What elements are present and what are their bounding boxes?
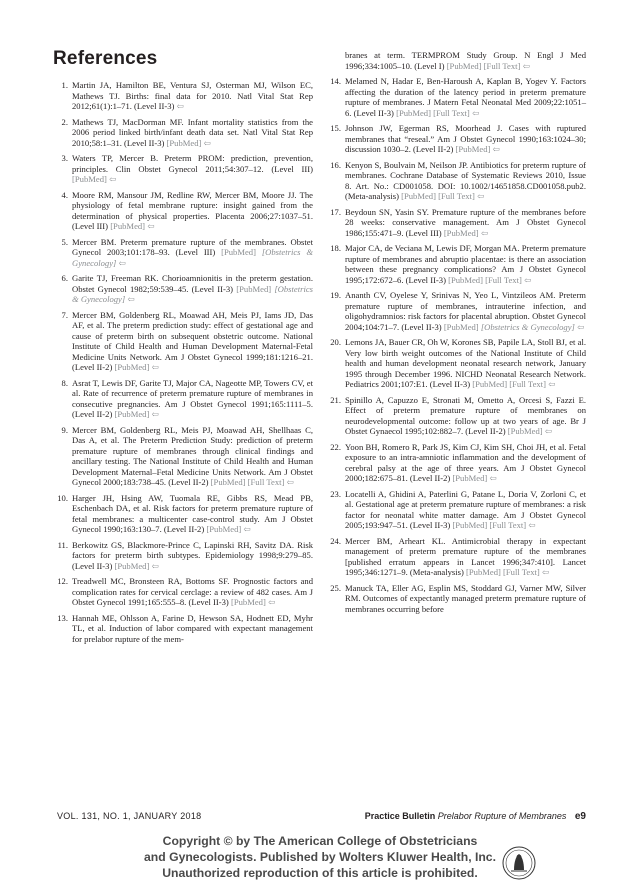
reference-item (330, 395, 586, 437)
reference-number: 18. (330, 243, 341, 253)
back-arrow-icon[interactable]: ⇦ (541, 567, 550, 577)
reference-text: Yoon BH, Romero R, Park JS, Kim CJ, Kim SH, Choi JH, et al. Fetal exposure to an intra-amniotic inflammation and the development of cerebral palsy at the age of three years. Am J Obstet Gynecol 2000;182:675–81. (Level II-2) (345, 441, 586, 483)
back-arrow-icon[interactable]: ⇦ (151, 362, 159, 372)
reference-number: 24. (330, 535, 341, 546)
reference-text: Garite TJ, Freeman RK. Chorioamnionitis in the preterm gestation. Obstet Gynecol 1982;59:539–45. (Level II-3) (72, 273, 313, 294)
back-arrow-icon[interactable]: ⇦ (480, 227, 489, 238)
reference-number: 10. (57, 492, 68, 503)
references-column-left (57, 80, 313, 649)
reference-text: Mercer BM, Goldenberg RL, Meis PJ, Moawad AH, Shellhaas C, Das A, et al. The Preterm Prediction Study: prediction of preterm premature rupture of membranes through clinical findings and ancillary testing. The National Institute of Child Health and Human Development Maternal–Fetal Medicine Units Network. Am J Obstet Gynecol 2000;183:738–45. (Level II-2) (72, 424, 313, 487)
reference-item (330, 50, 586, 71)
back-arrow-icon[interactable]: ⇦ (548, 379, 556, 389)
reference-text: Kenyon S, Boulvain M, Neilson JP. Antibiotics for preterm rupture of membranes. Cochrane Database of Systematic Reviews 2010, Issue 8. Art. No.: CD001058. DOI: 10.1002/14651858.CD001058.pub2. (Meta-analysis) (345, 159, 586, 201)
reference-links[interactable]: [PubMed] (206, 524, 242, 534)
reference-item (330, 583, 586, 615)
back-arrow-icon[interactable]: ⇦ (528, 520, 536, 530)
reference-number: 8. (61, 377, 68, 388)
reference-text: Manuck TA, Eller AG, Esplin MS, Stoddard GJ, Varner MW, Silver RM. Outcomes of expectantly managed preterm premature rupture of membranes occurring before (345, 582, 586, 614)
reference-number: 25. (330, 582, 341, 593)
back-arrow-icon[interactable]: ⇦ (489, 473, 497, 483)
reference-links[interactable]: [PubMed] [Full Text] (448, 274, 522, 285)
reference-text: Lemons JA, Bauer CR, Oh W, Korones SB, Papile LA, Stoll BJ, et al. Very low birth weight outcomes of the National Institute of Child health and human development neonatal research network, January 1995 through December 1996. NICHD Neonatal Research Network. Pediatrics 2001;107:E1. (Level II-3) (345, 337, 586, 389)
back-arrow-icon[interactable]: ⇦ (544, 426, 552, 436)
reference-text: Hannah ME, Ohlsson A, Farine D, Hewson SA, Hodnett ED, Myhr TL, et al. Induction of labor compared with expectant management for prelabor rupture of the mem- (72, 612, 313, 644)
reference-links[interactable]: [PubMed] [Full Text] (401, 191, 475, 201)
back-arrow-icon[interactable]: ⇦ (203, 137, 211, 148)
page-footer (57, 811, 586, 825)
reference-number: 11. (57, 539, 68, 550)
reference-number: 9. (61, 424, 68, 435)
reference-item (57, 613, 313, 645)
back-arrow-icon[interactable]: ⇦ (118, 257, 126, 268)
footer-running-title (365, 811, 586, 822)
reference-text: Locatelli A, Ghidini A, Paterlini G, Patane L, Doria V, Zorloni C, et al. Gestational age at preterm premature rupture of membranes: a risk factor for neonatal white matter damage. Am J Obstet Gynecol 2005;193:947–51. (Level II-3) (345, 488, 586, 530)
reference-item (57, 153, 313, 185)
back-arrow-icon[interactable]: ⇦ (577, 321, 585, 332)
reference-text: Mercer BM, Arheart KL. Antimicrobial therapy in expectant management of preterm premature rupture of the membranes [published erratum appears in Lancet 1996;347:410]. Lancet 1995;346:1271–9. (Meta-analysis) (345, 535, 586, 577)
reference-text: Martin JA, Hamilton BE, Ventura SJ, Osterman MJ, Wilson EC, Mathews TJ. Births: final data for 2010. Natl Vital Stat Rep 2012;61(1):1–71. (Level II-3) (72, 80, 313, 111)
reference-number: 7. (61, 309, 68, 320)
footer-page-number: e9 (574, 811, 586, 822)
reference-item (57, 425, 313, 488)
reference-item (330, 160, 586, 202)
references-heading: References (53, 48, 158, 69)
reference-number: 4. (61, 189, 68, 200)
reference-links[interactable]: [PubMed] (452, 473, 488, 483)
reference-journal-link[interactable]: [Obstetrics & Gynecology] (480, 321, 575, 332)
reference-text: Major CA, de Veciana M, Lewis DF, Morgan MA. Preterm premature rupture of membranes and abruptio placentae: is there an association between these pregnancy complications? Am J Obstet Gynecol 1995;172:672–6. (Level II-3) (345, 243, 586, 285)
reference-number: 19. (330, 290, 341, 300)
reference-number: 14. (330, 76, 341, 86)
reference-number: 22. (330, 441, 341, 452)
reference-item (330, 76, 586, 118)
reference-links[interactable]: [PubMed] (236, 283, 272, 294)
reference-text: Waters TP, Mercer B. Preterm PROM: prediction, prevention, principles. Clin Obstet Gynecol 2011;54:307–12. (Level III) (72, 153, 313, 174)
reference-number: 16. (330, 159, 341, 170)
acog-seal-icon (502, 846, 536, 880)
reference-text: Beydoun SN, Yasin SY. Premature rupture of the membranes before 28 weeks: conservative management. Am J Obstet Gynecol 1986;155:471–9. (Level III) (345, 206, 586, 238)
back-arrow-icon[interactable]: ⇦ (523, 274, 532, 285)
reference-links[interactable]: [PubMed] [Full Text] (396, 107, 470, 118)
reference-item (57, 493, 313, 535)
back-arrow-icon[interactable]: ⇦ (151, 409, 159, 419)
reference-number: 21. (330, 394, 341, 405)
reference-links[interactable]: [PubMed] [Full Text] (452, 520, 527, 530)
back-arrow-icon[interactable]: ⇦ (476, 191, 485, 201)
reference-journal-link[interactable]: [Obstetrics & Gynecology] (72, 247, 313, 268)
footer-volume: VOL. 131, NO. 1, JANUARY 2018 (57, 811, 202, 821)
back-arrow-icon[interactable]: ⇦ (151, 560, 159, 571)
back-arrow-icon[interactable]: ⇦ (127, 294, 135, 304)
reference-links[interactable]: [PubMed] (110, 221, 146, 231)
copyright-line-2: and Gynecologists. Published by Wolters Kluwer Health, Inc. (144, 850, 496, 864)
reference-text: Treadwell MC, Bronsteen RA, Bottoms SF. Prognostic factors and complication rates for cervical cerclage: a review of 482 cases. Am J Obstet Gynecol 1991;165:555–8. (Level II-3) (72, 576, 313, 607)
back-arrow-icon[interactable]: ⇦ (267, 597, 276, 607)
reference-links[interactable]: [PubMed] [Full Text] (466, 567, 540, 577)
reference-text: Mathews TJ, MacDorman MF. Infant mortality statistics from the 2006 period linked birth/infant death data set. Natl Vital Stat Rep 2010;58:1–31. (Level II-3) (72, 116, 313, 148)
reference-text: Melamed N, Hadar E, Ben-Haroush A, Kaplan B, Yogev Y. Factors affecting the duration of the latency period in preterm premature rupture of membranes. J Matern Fetal Neonatal Med 2009;22:1051–6. (Level II-3) (345, 76, 586, 118)
reference-links[interactable]: [PubMed] (221, 247, 256, 257)
reference-number: 17. (330, 206, 341, 217)
reference-text: Moore RM, Mansour JM, Redline RW, Mercer BM, Moore JJ. The physiology of fetal membrane rupture: insight gained from the determination of physical properties. Placenta 2006;27:1037–51. (Level III) (72, 189, 313, 231)
footer-bulletin-title: Prelabor Rupture of Membranes (437, 811, 567, 821)
reference-number: 12. (57, 576, 68, 586)
footer-bulletin-label: Practice Bulletin (364, 811, 436, 821)
reference-links[interactable]: [PubMed] [Full Text] (472, 379, 546, 389)
reference-item (330, 207, 586, 239)
reference-number: 15. (330, 123, 341, 133)
copyright-line-3: Unauthorized reproduction of this article is prohibited. (162, 866, 478, 880)
back-arrow-icon[interactable]: ⇦ (109, 174, 117, 184)
back-arrow-icon[interactable]: ⇦ (176, 101, 184, 111)
reference-item (57, 576, 313, 608)
reference-text: Spinillo A, Capuzzo E, Stronati M, Ometto A, Orcesi S, Fazzi E. Effect of preterm premature rupture of membranes on neurodevelopmental outcome: follow up at two years of age. Br J Obstet Gynaecol 1995;102:882–7. (Level II-2) (345, 394, 586, 436)
reference-number: 20. (330, 337, 341, 347)
reference-links[interactable]: [PubMed] [Full Text] (210, 477, 285, 487)
reference-item (57, 80, 313, 112)
back-arrow-icon[interactable]: ⇦ (243, 524, 251, 534)
reference-links[interactable]: [PubMed] (114, 560, 150, 571)
reference-links[interactable]: [PubMed] (166, 137, 202, 148)
reference-links[interactable]: [PubMed] (114, 362, 150, 372)
reference-item (57, 273, 313, 305)
reference-links[interactable]: [PubMed] (507, 426, 543, 436)
reference-item (57, 310, 313, 373)
reference-text: Mercer BM, Goldenberg RL, Moawad AH, Meis PJ, Iams JD, Das AF, et al. The preterm prediction study: effect of gestational age and cause of preterm birth on subsequent obstetric outcome. National Institute of Child Health and Human Development Maternal-Fetal Medicine Units Network. Am J Obstet Gynecol 1999;181:1216–21. (Level II-2) (72, 309, 313, 372)
copyright-line-1: Copyright © by The American College of Obstetricians (162, 834, 478, 848)
reference-item (330, 489, 586, 531)
reference-number: 1. (61, 80, 68, 90)
reference-links[interactable]: [PubMed] (114, 409, 150, 419)
reference-text: branes at term. TERMPROM Study Group. N Engl J Med 1996;334:1005–10. (Level I) (345, 50, 586, 71)
reference-item (57, 117, 313, 149)
back-arrow-icon[interactable]: ⇦ (492, 144, 500, 154)
reference-text: Mercer BM. Preterm premature rupture of the membranes. Obstet Gynecol 2003;101:178–93. (Level III) (72, 236, 313, 257)
back-arrow-icon[interactable]: ⇦ (286, 477, 294, 487)
reference-item (57, 378, 313, 420)
back-arrow-icon[interactable]: ⇦ (471, 107, 480, 118)
reference-links[interactable]: [PubMed] [Full Text] (446, 60, 521, 71)
reference-text: Harger JH, Hsing AW, Tuomala RE, Gibbs RS, Mead PB, Eschenbach DA, et al. Risk factors for preterm premature rupture of fetal membranes: a multicenter case-control study. Am J Obstet Gynecol 1990;163:130–7. (Level II-2) (72, 492, 313, 534)
reference-links[interactable]: [PubMed] (72, 174, 107, 184)
reference-item (330, 243, 586, 285)
reference-item (57, 540, 313, 572)
reference-links[interactable]: [PubMed] (230, 597, 266, 607)
reference-item (57, 190, 313, 232)
reference-links[interactable]: [PubMed] (455, 144, 491, 154)
reference-text: Berkowitz GS, Blackmore-Prince C, Lapinski RH, Savitz DA. Risk factors for preterm birth subtypes. Epidemiology 1998;9:279–85. (Level II-3) (72, 539, 313, 571)
reference-item (330, 442, 586, 484)
reference-item (330, 123, 586, 155)
reference-item (330, 290, 586, 332)
reference-number: 2. (61, 116, 68, 127)
reference-number: 23. (330, 488, 341, 499)
reference-text: Ananth CV, Oyelese Y, Srinivas N, Yeo L, Vintzileos AM. Preterm premature rupture of membranes, intrauterine infection, and oligohydramnios: risk factors for placental abruption. Obstet Gynecol 2004;104:71–7. (Level II-3) (345, 290, 586, 332)
reference-text: Johnson JW, Egerman RS, Moorhead J. Cases with ruptured membranes that “reseal.” Am J Obstet Gynecol 1990;163:1024–30; discussion 1030–2. (Level II-2) (345, 123, 586, 154)
reference-journal-link[interactable]: [Obstetrics & Gynecology] (72, 283, 313, 304)
reference-number: 5. (61, 236, 68, 247)
reference-item (330, 337, 586, 390)
references-column-right (330, 50, 586, 619)
reference-number: 13. (57, 612, 68, 623)
reference-item (57, 237, 313, 269)
reference-item (330, 536, 586, 578)
reference-links[interactable]: [PubMed] (443, 227, 479, 238)
reference-number: 3. (61, 153, 68, 163)
reference-number: 6. (61, 273, 68, 283)
reference-links[interactable]: [PubMed] (443, 321, 479, 332)
reference-text: Asrat T, Lewis DF, Garite TJ, Major CA, Nageotte MP, Towers CV, et al. Rate of recurrence of preterm premature rupture of membranes in consecutive pregnancies. Am J Obstet Gynecol 1991;165:1111–5. (Level II-2) (72, 377, 313, 419)
back-arrow-icon[interactable]: ⇦ (147, 221, 155, 231)
back-arrow-icon[interactable]: ⇦ (522, 60, 530, 71)
